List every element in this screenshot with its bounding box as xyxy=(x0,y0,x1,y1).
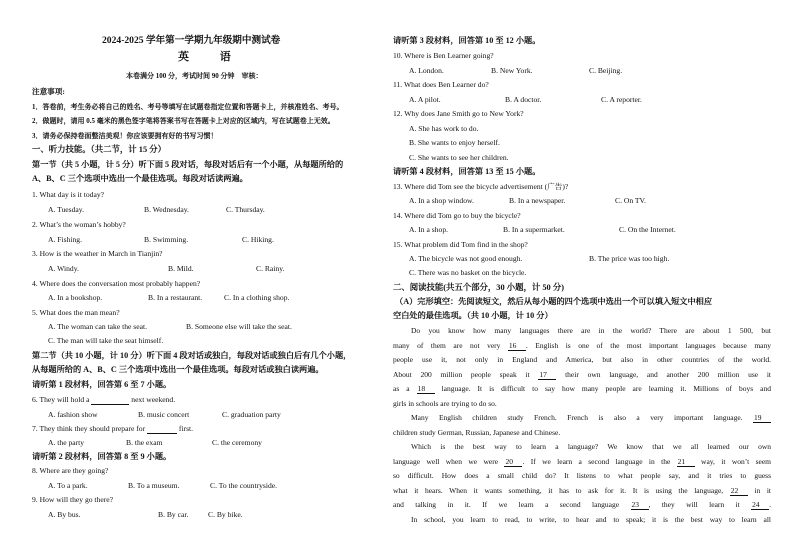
q2-option-b[interactable]: B. Swimming. xyxy=(144,235,189,244)
q1-option-c[interactable]: C. Thursday. xyxy=(226,205,265,214)
cloze-blank: 22 xyxy=(730,487,748,496)
q15-option-b[interactable]: B. The price was too high. xyxy=(589,254,670,263)
passage-line xyxy=(411,413,771,423)
cloze-blank: 16 xyxy=(508,342,526,351)
q11-option-c[interactable]: C. A reporter. xyxy=(601,95,642,104)
passage-text: girls in schools are trying to do so. xyxy=(393,398,497,408)
q6-option-b[interactable]: B. music concert xyxy=(138,410,190,419)
question-4: 4. Where does the conversation most probably happen? xyxy=(32,279,201,288)
q7-blank xyxy=(147,425,177,434)
section-2-heading: 二、阅读技能(共五个部分，30 小题，计 50 分) xyxy=(393,283,564,292)
question-6: 6. They will hold a next weekend. xyxy=(32,395,176,404)
passage-text: . xyxy=(769,500,771,509)
q10-option-c[interactable]: C. Beijing. xyxy=(589,66,623,75)
question-7: 7. They think they should prepare for first. xyxy=(32,424,194,433)
question-5: 5. What does the man mean? xyxy=(32,308,120,317)
exam-meta: 本卷满分 100 分，考试时间 90 分钟 审核： xyxy=(126,72,263,80)
passage-text: their own language, and another 200 million use it xyxy=(556,369,771,379)
q9-option-b[interactable]: B. By car. xyxy=(158,510,189,519)
passage-line xyxy=(393,471,771,481)
passage-line xyxy=(393,370,771,380)
q2-option-c[interactable]: C. Hiking. xyxy=(242,235,274,244)
part-2-instruction: 第二节（共 10 小题，计 10 分）听下面 4 段对话或独白，每段对话或独白后有几个小题， xyxy=(32,351,352,360)
q5-option-b[interactable]: B. Someone else will take the seat. xyxy=(186,322,292,331)
passage-text: language. It is difficult to say how many people are learning it. Millions of boys and xyxy=(434,384,771,393)
q12-option-c[interactable]: C. She wants to see her children. xyxy=(409,153,509,162)
section-1-heading: 一、听力技能。（共二节，计 15 分） xyxy=(32,145,166,154)
passage-line xyxy=(393,355,771,365)
passage-line xyxy=(393,384,771,394)
question-13: 13. Where did Tom see the bicycle advertisement (广告)? xyxy=(393,182,569,191)
passage-text: and talking in it. If we learn a second language xyxy=(393,500,631,509)
q1-option-a[interactable]: A. Tuesday. xyxy=(48,205,85,214)
question-2: 2. What’s the woman’s hobby? xyxy=(32,220,126,229)
passage-line xyxy=(393,428,771,438)
question-9: 9. How will they go there? xyxy=(32,495,113,504)
passage-text: . If we learn a second language in the xyxy=(522,456,677,466)
q3-option-a[interactable]: A. Windy. xyxy=(48,264,79,273)
q7-option-a[interactable]: A. the party xyxy=(48,438,85,447)
passage-text: Many English children study French. French is also a very important language. xyxy=(411,413,753,422)
q6-option-a[interactable]: A. fashion show xyxy=(48,410,98,419)
q3-option-c[interactable]: C. Rainy. xyxy=(256,264,285,273)
q5-option-c[interactable]: C. The man will take the seat himself. xyxy=(48,336,164,345)
passage-line xyxy=(411,442,771,452)
part-1-instruction-cont: A、B、C 三个选项中选出一个最佳选项。每段对话读两遍。 xyxy=(32,174,248,183)
q6-blank xyxy=(91,396,129,405)
q4-option-c[interactable]: C. In a clothing shop. xyxy=(224,293,290,302)
cloze-blank: 24 xyxy=(751,501,769,510)
passage-line xyxy=(393,486,771,496)
cloze-blank: 19 xyxy=(753,414,771,423)
q15-option-c[interactable]: C. There was no basket on the bicycle. xyxy=(409,268,527,277)
question-15: 15. What problem did Tom find in the shop? xyxy=(393,240,528,249)
passage-text: people use it, not only in England and America, but also in other countries of the world. xyxy=(393,355,771,364)
passage-text: way, it won’t seem xyxy=(694,456,772,466)
passage-text: . English is one of the most important languages because many xyxy=(525,340,771,350)
q9-option-a[interactable]: A. By bus. xyxy=(48,510,81,519)
material-1-heading: 请听第 1 段材料，回答第 6 至 7 小题。 xyxy=(32,380,172,389)
question-11: 11. What does Ben Learner do? xyxy=(393,80,489,89)
passage-text: many of them are not very xyxy=(393,340,508,350)
part-2-instruction-cont: 从每题所给的 A、B、C 三个选项中选出一个最佳选项。每段对话或独白读两遍。 xyxy=(32,365,324,374)
q12-option-b[interactable]: B. She wants to enjoy herself. xyxy=(409,138,500,147)
passage-line xyxy=(393,399,771,409)
note-3: 3．请务必保持卷面整洁美观！你应该要拥有好的书写习惯！ xyxy=(32,132,218,140)
question-1: 1. What day is it today? xyxy=(32,190,104,199)
q9-option-c[interactable]: C. By bike. xyxy=(208,510,243,519)
cloze-blank: 23 xyxy=(631,501,649,510)
passage-text: so difficult. How does a small child do? It listens to what people say, and it tries to guess xyxy=(393,471,771,480)
q1-option-b[interactable]: B. Wednesday. xyxy=(144,205,189,214)
passage-text: In school, you learn to read, to write, to hear and to speak; it is the best way to learn all xyxy=(411,514,771,524)
cloze-blank: 20 xyxy=(504,458,522,467)
cloze-blank: 18 xyxy=(417,385,435,394)
passage-line xyxy=(411,515,771,525)
q8-option-c[interactable]: C. To the countryside. xyxy=(210,481,278,490)
question-3: 3. How is the weather in March in Tianjin? xyxy=(32,249,163,258)
part-1-instruction: 第一节（共 5 小题，计 5 分）听下面 5 段对话，每段对话后有一个小题，从每题所给的 xyxy=(32,160,344,169)
q14-option-c[interactable]: C. On the Internet. xyxy=(619,225,676,234)
material-3-heading: 请听第 3 段材料，回答第 10 至 12 小题。 xyxy=(393,36,541,45)
q8-option-a[interactable]: A. To a park. xyxy=(48,481,88,490)
cloze-instruction: （A）完形填空：先阅读短文，然后从每小题的四个选项中选出一个可以填入短文中相应 xyxy=(395,297,713,306)
q10-option-a[interactable]: A. London. xyxy=(409,66,444,75)
question-8: 8. Where are they going? xyxy=(32,466,109,475)
material-2-heading: 请听第 2 段材料，回答第 8 至 9 小题。 xyxy=(32,452,172,461)
q11-option-b[interactable]: B. A doctor. xyxy=(505,95,542,104)
q13-option-b[interactable]: B. In a newspaper. xyxy=(509,196,566,205)
passage-line xyxy=(411,326,771,336)
passage-line xyxy=(393,341,771,351)
q2-option-a[interactable]: A. Fishing. xyxy=(48,235,82,244)
passage-line xyxy=(393,457,771,467)
question-12: 12. Why does Jane Smith go to New York? xyxy=(393,109,524,118)
q12-option-a[interactable]: A. She has work to do. xyxy=(409,124,479,133)
passage-text: About 200 million people speak it xyxy=(393,369,539,379)
q6-option-c[interactable]: C. graduation party xyxy=(222,410,281,419)
q13-option-a[interactable]: A. In a shop window. xyxy=(409,196,474,205)
material-4-heading: 请听第 4 段材料，回答第 13 至 15 小题。 xyxy=(393,167,541,176)
q14-option-b[interactable]: B. In a supermarket. xyxy=(503,225,565,234)
q7-option-c[interactable]: C. the ceremony xyxy=(212,438,262,447)
passage-text: in it xyxy=(747,485,771,495)
exam-title: 2024-2025 学年第一学期九年级期中测试卷 xyxy=(102,35,281,46)
q14-option-a[interactable]: A. In a shop. xyxy=(409,225,449,234)
q4-option-a[interactable]: A. In a bookshop. xyxy=(48,293,103,302)
q7-option-b[interactable]: B. the exam xyxy=(126,438,163,447)
cloze-blank: 21 xyxy=(677,458,695,467)
q11-option-a[interactable]: A. A pilot. xyxy=(409,95,441,104)
q8-option-b[interactable]: B. To a museum. xyxy=(128,481,180,490)
passage-text: language well when we were xyxy=(393,456,505,466)
note-1: 1．答卷前，考生务必将自己的姓名、考号等填写在试题卷指定位置和答题卡上，并核准姓名、考号。 xyxy=(32,103,344,111)
passage-text: children study German, Russian, Japanese and Chinese. xyxy=(393,427,561,437)
passage-text: Do you know how many languages there are in the world? There are about 1 500, but xyxy=(411,326,771,335)
passage-line xyxy=(393,500,771,510)
cloze-instruction-cont: 空白处的最佳选项。（共 10 小题，计 10 分） xyxy=(393,311,553,320)
passage-text: , they will learn it xyxy=(648,500,752,509)
notes-heading: 注意事项: xyxy=(32,87,65,96)
cloze-blank: 17 xyxy=(538,371,556,380)
passage-text: Which is the best way to learn a language? We know that we all learned our own xyxy=(411,442,771,451)
question-14: 14. Where did Tom go to buy the bicycle? xyxy=(393,211,521,220)
question-10: 10. Where is Ben Learner going? xyxy=(393,51,494,60)
subject-heading: 英 语 xyxy=(178,51,245,63)
passage-text: as a xyxy=(393,384,417,393)
passage-text: what it hears. When it wants something, it has to ask for it. It is using the language, xyxy=(393,485,730,495)
q15-option-a[interactable]: A. The bicycle was not good enough. xyxy=(409,254,523,263)
q10-option-b[interactable]: B. New York. xyxy=(491,66,533,75)
q3-option-b[interactable]: B. Mild. xyxy=(168,264,194,273)
q5-option-a[interactable]: A. The woman can take the seat. xyxy=(48,322,147,331)
q13-option-c[interactable]: C. On TV. xyxy=(615,196,646,205)
q4-option-b[interactable]: B. In a restaurant. xyxy=(148,293,203,302)
note-2: 2．做题时，请用 0.5 毫米的黑色签字笔将答案书写在答题卡上对应的区域内，写在试题卷上无效。 xyxy=(32,117,335,125)
